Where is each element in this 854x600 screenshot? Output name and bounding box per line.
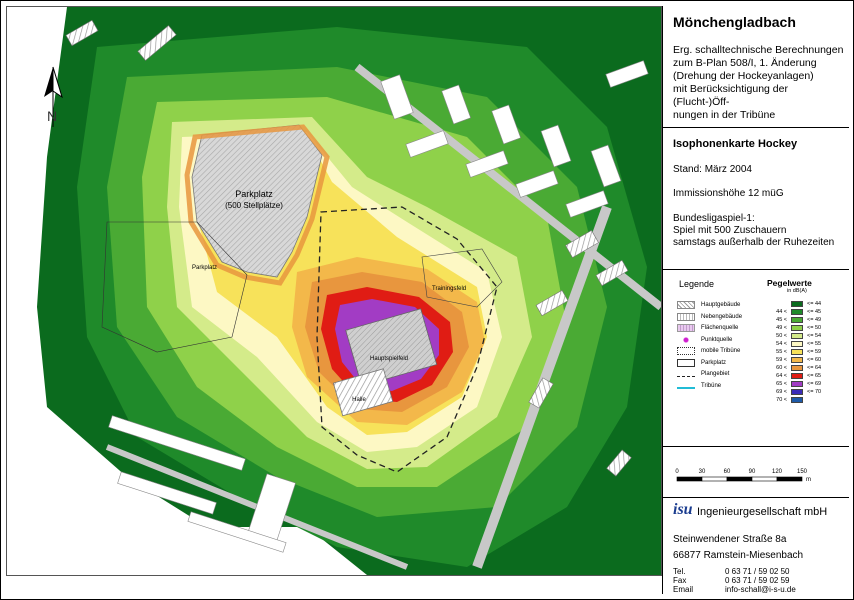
company-street: Steinwendener Straße 8a bbox=[673, 534, 787, 545]
legend-swatch bbox=[677, 359, 695, 367]
legend-section bbox=[663, 270, 849, 447]
level-upper: <= 55 bbox=[807, 340, 822, 347]
level-swatch bbox=[791, 301, 803, 307]
level-row bbox=[765, 356, 833, 363]
levels-title: Pegelwerte bbox=[767, 278, 812, 288]
level-upper: <= 70 bbox=[807, 388, 822, 395]
level-upper: <= 59 bbox=[807, 348, 822, 355]
level-upper: <= 69 bbox=[807, 380, 822, 387]
level-swatch bbox=[791, 317, 803, 323]
noise-map bbox=[6, 6, 662, 576]
immission-height: Immissionshöhe 12 müG bbox=[673, 188, 784, 199]
legend-swatch bbox=[677, 336, 695, 344]
tel-label: Tel. bbox=[673, 567, 686, 576]
tel-value: 0 63 71 / 59 02 50 bbox=[725, 567, 790, 576]
label-parkplatz-sub: (500 Stellplätze) bbox=[225, 201, 283, 210]
fax-value: 0 63 71 / 59 02 59 bbox=[725, 576, 790, 585]
scale-segment bbox=[752, 477, 777, 481]
level-swatch bbox=[791, 365, 803, 371]
legend-item bbox=[677, 369, 729, 379]
map-type: Isophonenkarte Hockey bbox=[673, 138, 798, 150]
level-row bbox=[765, 316, 833, 323]
scale-tick-label: 0 bbox=[675, 469, 679, 475]
company-section bbox=[663, 498, 849, 594]
level-swatch bbox=[791, 357, 803, 363]
level-swatch bbox=[791, 309, 803, 315]
level-row bbox=[765, 372, 833, 379]
level-lower: 45 < bbox=[776, 316, 787, 323]
scale-tick-label: 150 bbox=[796, 469, 808, 475]
scale-segment bbox=[777, 477, 802, 481]
scale-tick-label: 90 bbox=[748, 469, 756, 475]
fax-label: Fax bbox=[673, 576, 687, 585]
scenario-line: samstags außerhalb der Ruhezeiten bbox=[673, 237, 835, 248]
description-line: (Drehung der Hockeyanlagen) bbox=[673, 70, 814, 82]
legend-label: Tribüne bbox=[701, 382, 722, 389]
legend-label: Nebengebäude bbox=[701, 313, 743, 320]
label-hauptspielfeld: Hauptspielfeld bbox=[369, 356, 409, 362]
level-lower: 44 < bbox=[776, 308, 787, 315]
legend-swatch bbox=[677, 347, 695, 355]
scale-segment bbox=[677, 477, 702, 481]
level-lower: 65 < bbox=[776, 380, 787, 387]
level-swatch bbox=[791, 397, 803, 403]
description-line: Erg. schalltechnische Berechnungen bbox=[673, 44, 844, 56]
levels-unit: in dB(A) bbox=[787, 288, 807, 294]
level-lower: 50 < bbox=[776, 332, 787, 339]
company-name: Ingenieurgesellschaft mbH bbox=[697, 506, 828, 518]
legend-swatch bbox=[677, 301, 695, 309]
label-trainingsfeld: Trainingsfeld bbox=[432, 286, 467, 292]
scale-unit: m bbox=[806, 477, 811, 483]
scale-section bbox=[663, 447, 849, 498]
legend-label: Hauptgebäude bbox=[701, 302, 741, 308]
legend-item bbox=[677, 312, 742, 322]
level-swatch bbox=[791, 381, 803, 387]
level-swatch bbox=[791, 373, 803, 379]
legend-swatch bbox=[677, 313, 695, 321]
scenario bbox=[673, 213, 849, 249]
title-panel bbox=[662, 6, 849, 594]
legend-label: Plangebiet bbox=[701, 371, 730, 377]
level-upper: <= 50 bbox=[807, 324, 822, 331]
legend-swatch bbox=[677, 387, 695, 389]
scale-tick-label: 120 bbox=[771, 469, 783, 475]
level-row bbox=[765, 388, 833, 395]
level-lower: 64 < bbox=[776, 372, 787, 379]
level-lower: 55 < bbox=[776, 348, 787, 355]
scale-segment bbox=[727, 477, 752, 481]
company-logo: isu bbox=[673, 501, 693, 518]
company-city: 66877 Ramstein-Miesenbach bbox=[673, 550, 804, 561]
legend-swatch bbox=[677, 324, 695, 332]
legend-label: Parkplatz bbox=[701, 359, 727, 366]
legend-label: mobile Tribüne bbox=[701, 348, 741, 354]
level-row bbox=[765, 340, 833, 347]
description-line: nungen in der Tribüne bbox=[673, 109, 776, 121]
legend-swatch bbox=[677, 376, 695, 377]
scale-tick-label: 30 bbox=[698, 469, 706, 475]
status: Stand: März 2004 bbox=[673, 164, 752, 175]
level-upper: <= 65 bbox=[807, 372, 822, 379]
legend-label: Flächenquelle bbox=[701, 325, 739, 331]
level-lower: 59 < bbox=[776, 356, 787, 363]
description-line: zum B-Plan 508/I, 1. Änderung bbox=[673, 57, 817, 69]
level-upper: <= 64 bbox=[807, 364, 822, 371]
level-row bbox=[765, 364, 833, 371]
level-swatch bbox=[791, 325, 803, 331]
label-halle: Halle bbox=[352, 397, 366, 403]
north-label: N bbox=[47, 108, 58, 124]
level-upper: <= 49 bbox=[807, 316, 822, 323]
email-value: info-schall@i-s-u.de bbox=[725, 585, 796, 594]
email-label: Email bbox=[673, 585, 694, 594]
legend-item bbox=[677, 381, 721, 391]
legend-item bbox=[677, 358, 726, 368]
title: Mönchengladbach bbox=[673, 14, 796, 30]
level-lower: 49 < bbox=[776, 324, 787, 331]
level-upper: <= 54 bbox=[807, 332, 822, 339]
level-row bbox=[765, 324, 833, 331]
level-row bbox=[765, 308, 833, 315]
level-lower: 69 < bbox=[776, 388, 787, 395]
description bbox=[673, 44, 845, 122]
level-row bbox=[765, 348, 833, 355]
level-upper: <= 60 bbox=[807, 356, 822, 363]
level-swatch bbox=[791, 389, 803, 395]
description-line: mit Berücksichtigung der (Flucht-)Öff- bbox=[673, 83, 788, 108]
legend-label: Punktquelle bbox=[701, 336, 733, 343]
label-parkplatz: Parkplatz bbox=[235, 189, 273, 199]
level-row bbox=[765, 332, 833, 339]
level-lower: 54 < bbox=[776, 340, 787, 347]
legend-item bbox=[677, 300, 740, 310]
scale-segment bbox=[702, 477, 727, 481]
level-swatch bbox=[791, 341, 803, 347]
title-section bbox=[663, 6, 849, 128]
level-row bbox=[765, 396, 833, 403]
legend-item bbox=[677, 335, 732, 345]
legend-item bbox=[677, 323, 738, 333]
map-info-section bbox=[663, 128, 849, 270]
legend-title: Legende bbox=[679, 279, 715, 289]
level-lower: 60 < bbox=[776, 364, 787, 371]
level-row bbox=[765, 300, 833, 307]
legend-item bbox=[677, 346, 740, 356]
scenario-line: Spiel mit 500 Zuschauern bbox=[673, 225, 787, 236]
label-parkplatz-small: Parkplatz bbox=[192, 265, 218, 271]
scenario-line: Bundesligaspiel-1: bbox=[673, 213, 755, 224]
level-upper: <= 45 bbox=[807, 308, 822, 315]
scale-tick-label: 60 bbox=[723, 469, 731, 475]
level-upper: <= 44 bbox=[807, 300, 822, 307]
scale-bar bbox=[663, 447, 849, 497]
level-swatch bbox=[791, 349, 803, 355]
level-row bbox=[765, 380, 833, 387]
level-swatch bbox=[791, 333, 803, 339]
level-lower: 70 < bbox=[776, 396, 787, 403]
